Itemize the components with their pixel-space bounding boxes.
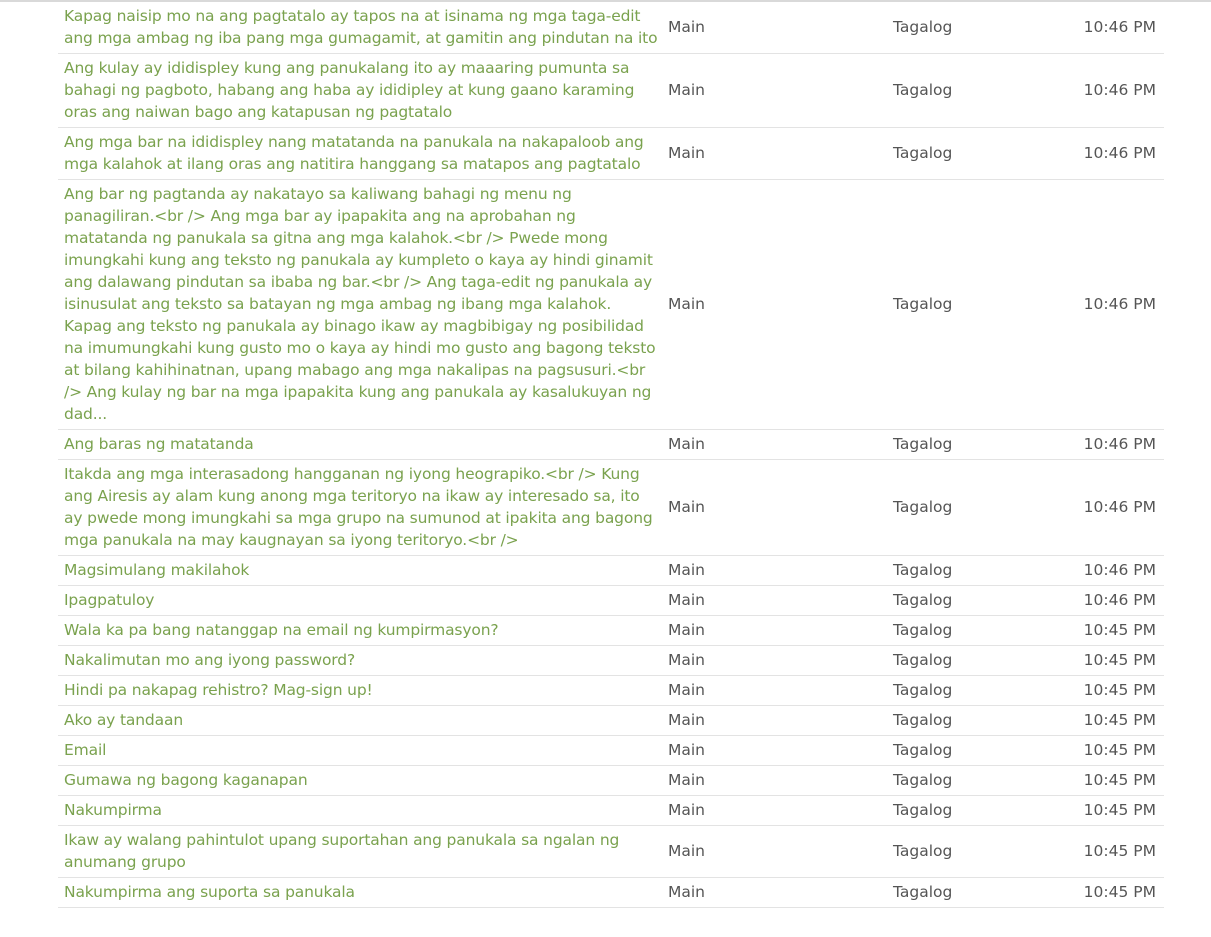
table-row xyxy=(58,460,1164,556)
translation-text-link[interactable]: Wala ka pa bang natanggap na email ng kumpirmasyon? xyxy=(64,621,499,639)
translation-text-link[interactable]: Ang mga bar na ididispley nang matatanda na panukala na nakapaloob ang mga kalahok at ilang oras ang natitira hanggang sa matapos ang pagtatalo xyxy=(64,133,644,173)
translation-time: 10:46 PM xyxy=(1083,295,1156,313)
table-row xyxy=(58,826,1164,878)
translation-time: 10:46 PM xyxy=(1083,18,1156,36)
translation-time: 10:46 PM xyxy=(1083,81,1156,99)
translation-language: Tagalog xyxy=(893,18,953,36)
translation-language: Tagalog xyxy=(893,561,953,579)
translation-text-link[interactable]: Ipagpatuloy xyxy=(64,591,155,609)
translation-text-link[interactable]: Nakumpirma xyxy=(64,801,162,819)
translation-time: 10:45 PM xyxy=(1083,741,1156,759)
table-row xyxy=(58,878,1164,908)
translation-group: Main xyxy=(668,771,706,789)
translation-group: Main xyxy=(668,295,706,313)
translation-text-link[interactable]: Ikaw ay walang pahintulot upang suportahan ang panukala sa ngalan ng anumang grupo xyxy=(64,831,620,871)
translation-time: 10:45 PM xyxy=(1083,842,1156,860)
translation-language: Tagalog xyxy=(893,842,953,860)
translation-time: 10:45 PM xyxy=(1083,711,1156,729)
table-row xyxy=(58,180,1164,430)
translation-time: 10:45 PM xyxy=(1083,771,1156,789)
translation-language: Tagalog xyxy=(893,591,953,609)
table-row xyxy=(58,430,1164,460)
translation-language: Tagalog xyxy=(893,651,953,669)
table-row xyxy=(58,736,1164,766)
table-row xyxy=(58,556,1164,586)
translation-group: Main xyxy=(668,741,706,759)
translation-text-link[interactable]: Hindi pa nakapag rehistro? Mag-sign up! xyxy=(64,681,373,699)
translation-time: 10:45 PM xyxy=(1083,801,1156,819)
translation-group: Main xyxy=(668,883,706,901)
translation-time: 10:45 PM xyxy=(1083,651,1156,669)
translation-language: Tagalog xyxy=(893,81,953,99)
translation-group: Main xyxy=(668,561,706,579)
translation-time: 10:45 PM xyxy=(1083,681,1156,699)
translation-time: 10:46 PM xyxy=(1083,435,1156,453)
translation-language: Tagalog xyxy=(893,801,953,819)
translation-language: Tagalog xyxy=(893,711,953,729)
translation-text-link[interactable]: Magsimulang makilahok xyxy=(64,561,250,579)
translation-group: Main xyxy=(668,435,706,453)
translation-language: Tagalog xyxy=(893,498,953,516)
translation-language: Tagalog xyxy=(893,741,953,759)
translation-group: Main xyxy=(668,81,706,99)
translation-text-link[interactable]: Ang bar ng pagtanda ay nakatayo sa kaliwang bahagi ng menu ng panagiliran.<br /> Ang mga bar ay ipapakita ang na aprobahan ng matatanda ng panukala sa gitna ang mga kalahok.<br /> Pwede mong imungkahi kung ang teksto ng panukala ay kumpleto o kaya ay hindi ginamit ang dalawang pindutan sa ibaba ng bar.<br /> Ang taga-edit ng panukala ay isinusulat ang teksto sa batayan ng mga ambag ng ibang mga kalahok. Kapag ang teksto ng panukala ay binago ikaw ay magbibigay ng posibilidad na imumungkahi kung gusto mo o kaya ay hindi mo gusto ang bagong teksto at bilang kahihinatnan, upang mabago ang mga nakalipas na pagsusuri.<br /> Ang kulay ng bar na mga ipapakita kung ang panukala ay kasalukuyan ng dad... xyxy=(64,185,656,423)
translation-text-link[interactable]: Ang baras ng matatanda xyxy=(64,435,254,453)
translation-group: Main xyxy=(668,498,706,516)
translation-language: Tagalog xyxy=(893,295,953,313)
translation-group: Main xyxy=(668,711,706,729)
translation-time: 10:46 PM xyxy=(1083,561,1156,579)
table-row xyxy=(58,796,1164,826)
translation-time: 10:46 PM xyxy=(1083,144,1156,162)
translation-text-link[interactable]: Kapag naisip mo na ang pagtatalo ay tapos na at isinama ng mga taga-edit ang mga ambag ng iba pang mga gumagamit, at gamitin ang pindutan na ito xyxy=(64,7,658,47)
translation-time: 10:46 PM xyxy=(1083,591,1156,609)
translation-language: Tagalog xyxy=(893,435,953,453)
translation-group: Main xyxy=(668,18,706,36)
table-row xyxy=(58,54,1164,128)
translation-group: Main xyxy=(668,144,706,162)
translation-time: 10:46 PM xyxy=(1083,498,1156,516)
translation-time: 10:45 PM xyxy=(1083,883,1156,901)
translation-group: Main xyxy=(668,621,706,639)
translation-text-link[interactable]: Ako ay tandaan xyxy=(64,711,183,729)
translation-language: Tagalog xyxy=(893,883,953,901)
table-row xyxy=(58,646,1164,676)
translation-text-link[interactable]: Itakda ang mga interasadong hangganan ng iyong heograpiko.<br /> Kung ang Airesis ay alam kung anong mga teritoryo na ikaw ay interesado sa, ito ay pwede mong imungkahi sa mga grupo na sumunod at ipakita ang bagong mga panukala na may kaugnayan sa iyong teritoryo.<br /> xyxy=(64,465,653,549)
translation-group: Main xyxy=(668,651,706,669)
translation-group: Main xyxy=(668,801,706,819)
translation-text-link[interactable]: Nakumpirma ang suporta sa panukala xyxy=(64,883,355,901)
table-row xyxy=(58,586,1164,616)
table-row xyxy=(58,676,1164,706)
translation-language: Tagalog xyxy=(893,771,953,789)
translation-text-link[interactable]: Nakalimutan mo ang iyong password? xyxy=(64,651,356,669)
table-row xyxy=(58,2,1164,54)
translation-group: Main xyxy=(668,591,706,609)
translation-time: 10:45 PM xyxy=(1083,621,1156,639)
table-row xyxy=(58,766,1164,796)
translation-language: Tagalog xyxy=(893,621,953,639)
translation-text-link[interactable]: Gumawa ng bagong kaganapan xyxy=(64,771,308,789)
translation-language: Tagalog xyxy=(893,681,953,699)
translation-language: Tagalog xyxy=(893,144,953,162)
translation-table xyxy=(58,2,1164,908)
table-row xyxy=(58,706,1164,736)
table-row xyxy=(58,616,1164,646)
translation-group: Main xyxy=(668,681,706,699)
table-row xyxy=(58,128,1164,180)
translation-group: Main xyxy=(668,842,706,860)
translation-text-link[interactable]: Ang kulay ay ididispley kung ang panukalang ito ay maaaring pumunta sa bahagi ng pagboto, habang ang haba ay ididipley at kung gaano karaming oras ang naiwan bago ang katapusan ng pagtatalo xyxy=(64,59,635,121)
translation-text-link[interactable]: Email xyxy=(64,741,107,759)
